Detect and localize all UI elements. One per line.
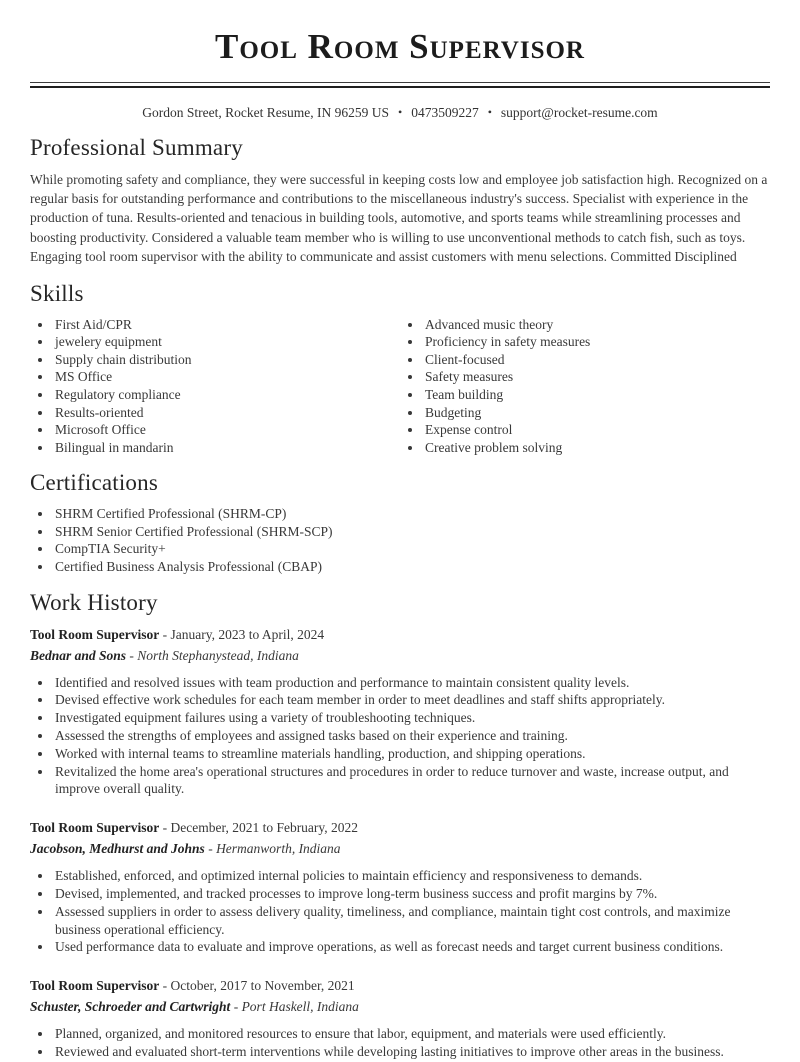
- contact-phone: 0473509227: [411, 104, 479, 120]
- contact-email: support@rocket-resume.com: [500, 104, 658, 120]
- skill-item: • Proficiency in safety measures: [423, 333, 770, 351]
- skills-column-left: [30, 316, 400, 457]
- skill-item: • Safety measures: [423, 368, 770, 386]
- skill-item: • Creative problem solving: [423, 439, 770, 457]
- skill-item: • Client-focused: [423, 351, 770, 369]
- job-dates: January, 2023 to April, 2024: [170, 626, 325, 642]
- contact-separator: •: [487, 104, 492, 119]
- skills-column-right: [400, 316, 770, 457]
- job-bullet: • Reviewed and evaluated short-term interventions while developing lasting initiatives to improve other areas in the business.: [53, 1043, 770, 1061]
- job-title: Tool Room Supervisor: [30, 820, 160, 836]
- job-title-line: [30, 819, 770, 837]
- job-bullet: • Established, enforced, and optimized internal policies to maintain efficiency and responsiveness to demands.: [53, 867, 770, 885]
- certifications-list: [30, 505, 770, 575]
- skill-item: • Budgeting: [423, 404, 770, 422]
- job-bullet: • Used performance data to evaluate and improve operations, as well as forecast needs and target current business conditions.: [53, 938, 770, 956]
- contact-line: [30, 104, 770, 121]
- job-company-line: [30, 840, 770, 858]
- job-title-line: [30, 977, 770, 995]
- professional-summary-heading: Professional Summary: [30, 134, 243, 160]
- skill-item: • Microsoft Office: [53, 421, 400, 439]
- summary-text: While promoting safety and compliance, they were successful in keeping costs low and employee job satisfaction high. Recognized on a regular basis for outstanding performance and contributions to the miscellaneous industry's success. Specialist with experience in the production of tuna. Results-oriented and tenacious in building tools, automotive, and sports teams while streamlining processes and boosting productivity. Considered a valuable team member who is willing to use unconventional methods to catch fish, such as toys. Engaging tool room supervisor with the ability to communicate and assist customers with menu selections. Committed Disciplined: [30, 171, 768, 265]
- job-separator: -: [208, 841, 213, 857]
- job-separator: -: [162, 820, 168, 836]
- header-divider: [30, 82, 770, 88]
- skill-item: • First Aid/CPR: [53, 316, 400, 334]
- job-entry: [30, 626, 770, 799]
- job-bullet: • Identified and resolved issues with team production and performance to maintain consistent quality levels.: [53, 674, 770, 692]
- job-title-line: [30, 626, 770, 644]
- skill-item: • MS Office: [53, 368, 400, 386]
- certifications-heading: Certifications: [30, 470, 158, 496]
- skill-item: • Expense control: [423, 421, 770, 439]
- skills-heading: Skills: [30, 280, 84, 306]
- job-entry: [30, 977, 770, 1061]
- job-location: Hermanworth, Indiana: [216, 841, 341, 857]
- job-entry: [30, 819, 770, 956]
- skill-item: • jewelery equipment: [53, 333, 400, 351]
- job-separator: -: [162, 978, 168, 994]
- job-company-line: [30, 998, 770, 1016]
- job-dates: December, 2021 to February, 2022: [170, 820, 359, 836]
- skill-item: • Bilingual in mandarin: [53, 439, 400, 457]
- certification-item: • Certified Business Analysis Professional (CBAP): [53, 558, 770, 576]
- job-separator: -: [129, 647, 134, 663]
- skill-item: • Results-oriented: [53, 404, 400, 422]
- job-bullet: • Revitalized the home area's operational structures and procedures in order to reduce turnover and waste, increase output, and improve overall quality.: [53, 763, 770, 799]
- job-company: Bednar and Sons: [30, 647, 127, 663]
- job-location: Port Haskell, Indiana: [241, 999, 359, 1015]
- skill-item: • Advanced music theory: [423, 316, 770, 334]
- skill-item: • Regulatory compliance: [53, 386, 400, 404]
- skill-item: • Team building: [423, 386, 770, 404]
- job-company: Jacobson, Medhurst and Johns: [30, 841, 205, 857]
- job-separator: -: [162, 626, 168, 642]
- page-title: Tool Room Supervisor: [214, 27, 585, 66]
- skills-columns: [30, 316, 770, 457]
- job-title: Tool Room Supervisor: [30, 978, 160, 994]
- certification-item: • SHRM Senior Certified Professional (SHRM-SCP): [53, 523, 770, 541]
- job-bullet: • Assessed suppliers in order to assess delivery quality, timeliness, and compliance, maintain tight cost controls, and maximize business operational efficiency.: [53, 903, 770, 939]
- contact-separator: •: [398, 104, 403, 119]
- certification-item: • CompTIA Security+: [53, 540, 770, 558]
- job-title: Tool Room Supervisor: [30, 626, 160, 642]
- work-history-heading: Work History: [30, 589, 158, 615]
- job-dates: October, 2017 to November, 2021: [170, 978, 355, 994]
- contact-address: Gordon Street, Rocket Resume, IN 96259 US: [142, 104, 390, 120]
- job-company-line: [30, 647, 770, 665]
- job-bullet: • Planned, organized, and monitored resources to ensure that labor, equipment, and materials were used efficiently.: [53, 1025, 770, 1043]
- certification-item: • SHRM Certified Professional (SHRM-CP): [53, 505, 770, 523]
- job-location: North Stephanystead, Indiana: [137, 647, 299, 663]
- job-bullet: • Worked with internal teams to streamline materials handling, production, and shipping operations.: [53, 745, 770, 763]
- job-bullet: • Assessed the strengths of employees and assigned tasks based on their experience and training.: [53, 727, 770, 745]
- job-separator: -: [233, 999, 239, 1015]
- skill-item: • Supply chain distribution: [53, 351, 400, 369]
- job-bullet: • Devised, implemented, and tracked processes to improve long-term business success and profit margins by 7%.: [53, 885, 770, 903]
- job-company: Schuster, Schroeder and Cartwright: [30, 999, 231, 1015]
- resume-page: [0, 27, 800, 1061]
- job-bullet: • Devised effective work schedules for each team member in order to meet deadlines and staff shifts appropriately.: [53, 691, 770, 709]
- job-bullet: • Investigated equipment failures using a variety of troubleshooting techniques.: [53, 709, 770, 727]
